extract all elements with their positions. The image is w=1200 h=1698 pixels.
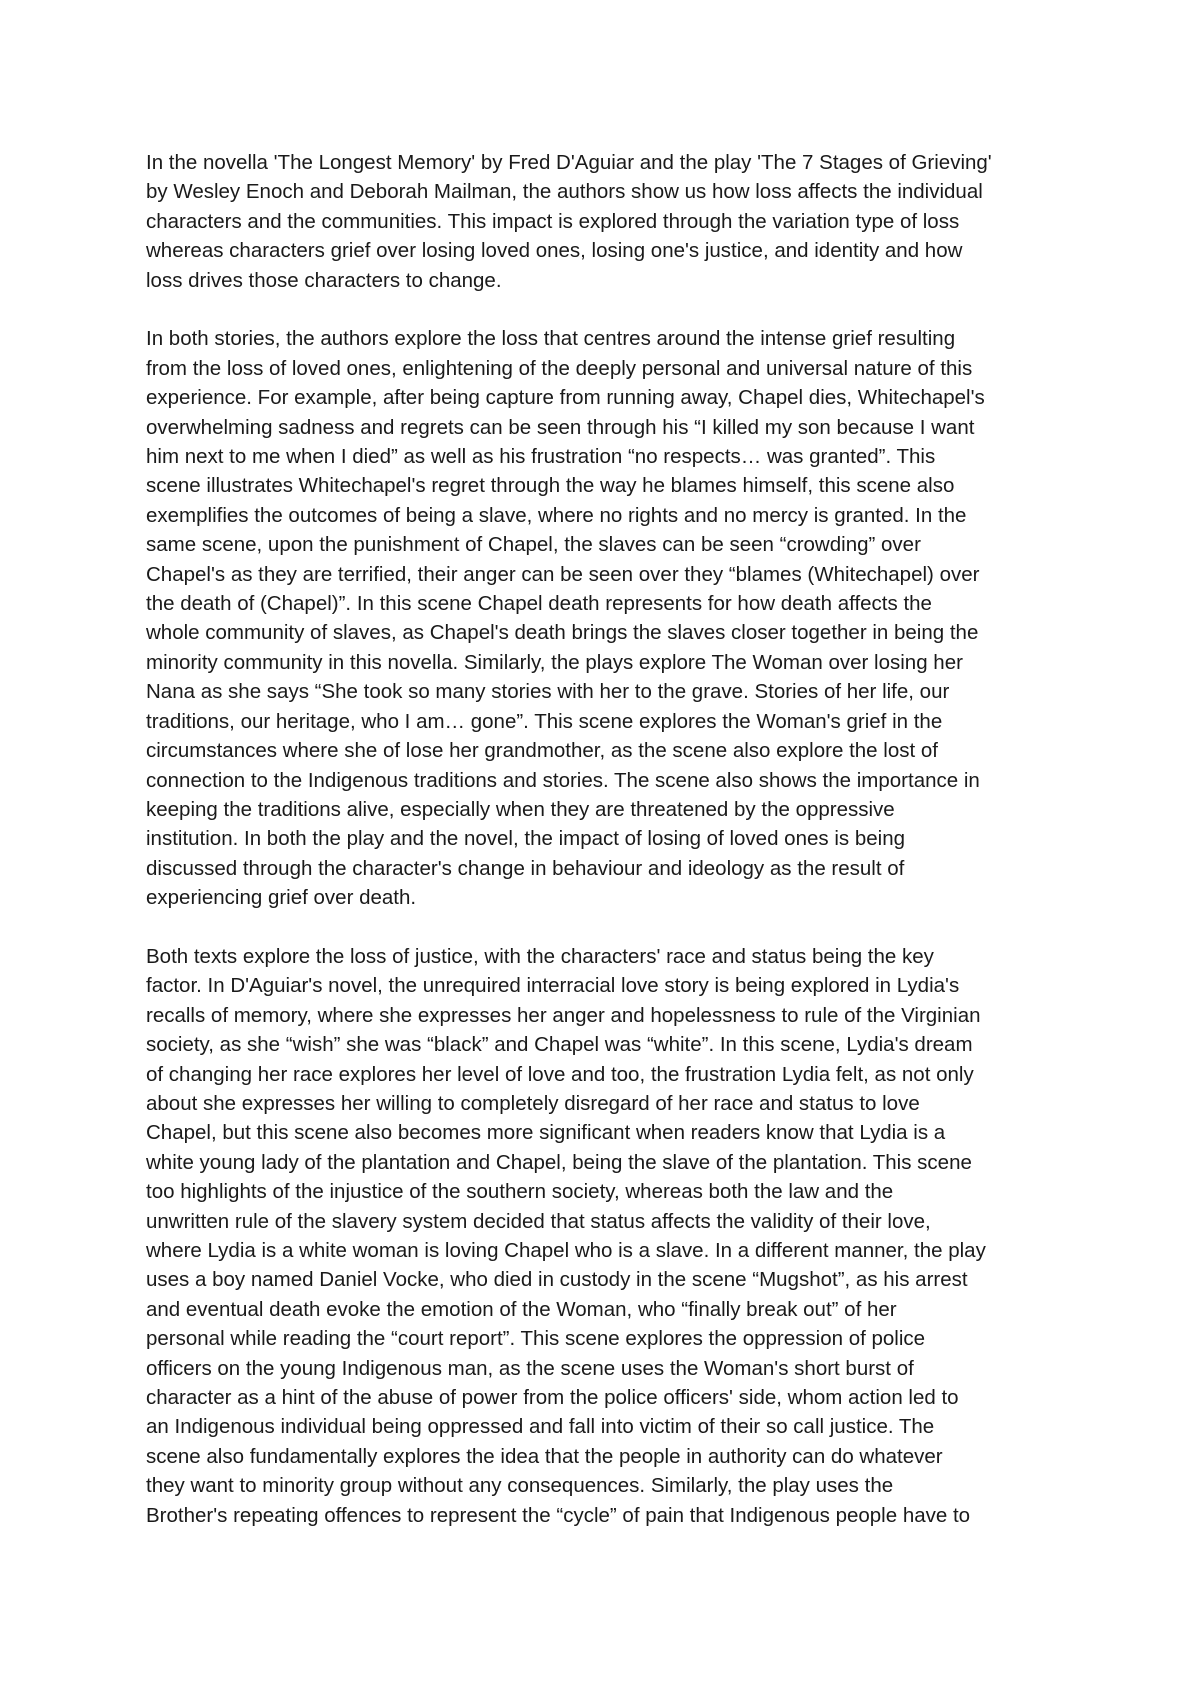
text-line: Chapel's as they are terrified, their anger can be seen over they “blames (Whitechapel) over [146,562,980,586]
text-line: they want to minority group without any consequences. Similarly, the play uses the [146,1474,894,1498]
text-line: scene illustrates Whitechapel's regret through the way he blames himself, this scene also [146,474,955,498]
text-line: about she expresses her willing to completely disregard of her race and status to love [146,1091,920,1115]
text-line: whole community of slaves, as Chapel's death brings the slaves closer together in being the [146,621,979,645]
paragraph-loss-of-loved-ones [146,324,1071,912]
text-line: an Indigenous individual being oppressed and fall into victim of their so call justice. The [146,1415,935,1439]
text-line: the death of (Chapel)”. In this scene Chapel death represents for how death affects the [146,592,932,616]
paragraph-loss-of-justice [146,942,1071,1530]
text-line: Chapel, but this scene also becomes more significant when readers know that Lydia is a [146,1121,946,1145]
text-line: officers on the young Indigenous man, as the scene uses the Woman's short burst of [146,1356,914,1380]
text-line: of changing her race explores her level of love and too, the frustration Lydia felt, as not only [146,1062,974,1086]
text-line: factor. In D'Aguiar's novel, the unrequired interracial love story is being explored in Lydia's [146,974,960,998]
text-line: overwhelming sadness and regrets can be seen through his “I killed my son because I want [146,415,975,439]
text-line: traditions, our heritage, who I am… gone”. This scene explores the Woman's grief in the [146,709,943,733]
text-line: white young lady of the plantation and Chapel, being the slave of the plantation. This scene [146,1150,972,1174]
paragraph-intro [146,148,1071,295]
text-line: circumstances where she of lose her grandmother, as the scene also explore the lost of [146,739,938,763]
text-line: unwritten rule of the slavery system decided that status affects the validity of their love, [146,1209,931,1233]
text-line: and eventual death evoke the emotion of the Woman, who “finally break out” of her [146,1297,897,1321]
text-line: personal while reading the “court report”. This scene explores the oppression of police [146,1327,926,1351]
text-line: recalls of memory, where she expresses her anger and hopelessness to rule of the Virginian [146,1003,981,1027]
text-line: keeping the traditions alive, especially when they are threatened by the oppressive [146,797,895,821]
text-line: loss drives those characters to change. [146,268,502,292]
text-line: where Lydia is a white woman is loving Chapel who is a slave. In a different manner, the play [146,1239,986,1262]
text-line: minority community in this novella. Similarly, the plays explore The Woman over losing her [146,650,963,674]
text-line: institution. In both the play and the novel, the impact of losing of loved ones is being [146,827,905,851]
text-line: discussed through the character's change in behaviour and ideology as the result of [146,856,905,880]
text-line: characters and the communities. This impact is explored through the variation type of loss [146,209,960,233]
text-line: whereas characters grief over losing loved ones, losing one's justice, and identity and how [146,239,963,263]
text-line: Brother's repeating offences to represent the “cycle” of pain that Indigenous people have to [146,1503,971,1527]
text-line: Both texts explore the loss of justice, with the characters' race and status being the key [146,944,934,968]
text-line: by Wesley Enoch and Deborah Mailman, the authors show us how loss affects the individual [146,180,983,204]
text-line: experiencing grief over death. [146,886,417,910]
text-line: exemplifies the outcomes of being a slave, where no rights and no mercy is granted. In the [146,503,967,527]
text-line: experience. For example, after being capture from running away, Chapel dies, Whitechapel's [146,386,985,410]
text-line: uses a boy named Daniel Vocke, who died in custody in the scene “Mugshot”, as his arrest [146,1268,968,1292]
text-line: Nana as she says “She took so many stories with her to the grave. Stories of her life, our [146,680,950,704]
document-page [146,148,1071,1559]
text-line: from the loss of loved ones, enlightening of the deeply personal and universal nature of this [146,356,973,380]
text-line: society, as she “wish” she was “black” and Chapel was “white”. In this scene, Lydia's dream [146,1033,973,1057]
text-line: character as a hint of the abuse of power from the police officers' side, whom action led to [146,1386,959,1410]
text-line: scene also fundamentally explores the idea that the people in authority can do whatever [146,1444,943,1468]
text-line: In both stories, the authors explore the loss that centres around the intense grief resulting [146,327,956,351]
text-line: him next to me when I died” as well as his frustration “no respects… was granted”. This [146,445,936,469]
text-line: connection to the Indigenous traditions and stories. The scene also shows the importance in [146,768,980,792]
text-line: too highlights of the injustice of the southern society, whereas both the law and the [146,1180,894,1204]
text-line: In the novella 'The Longest Memory' by Fred D'Aguiar and the play 'The 7 Stages of Grieving' [146,151,992,174]
text-line: same scene, upon the punishment of Chapel, the slaves can be seen “crowding” over [146,533,921,557]
